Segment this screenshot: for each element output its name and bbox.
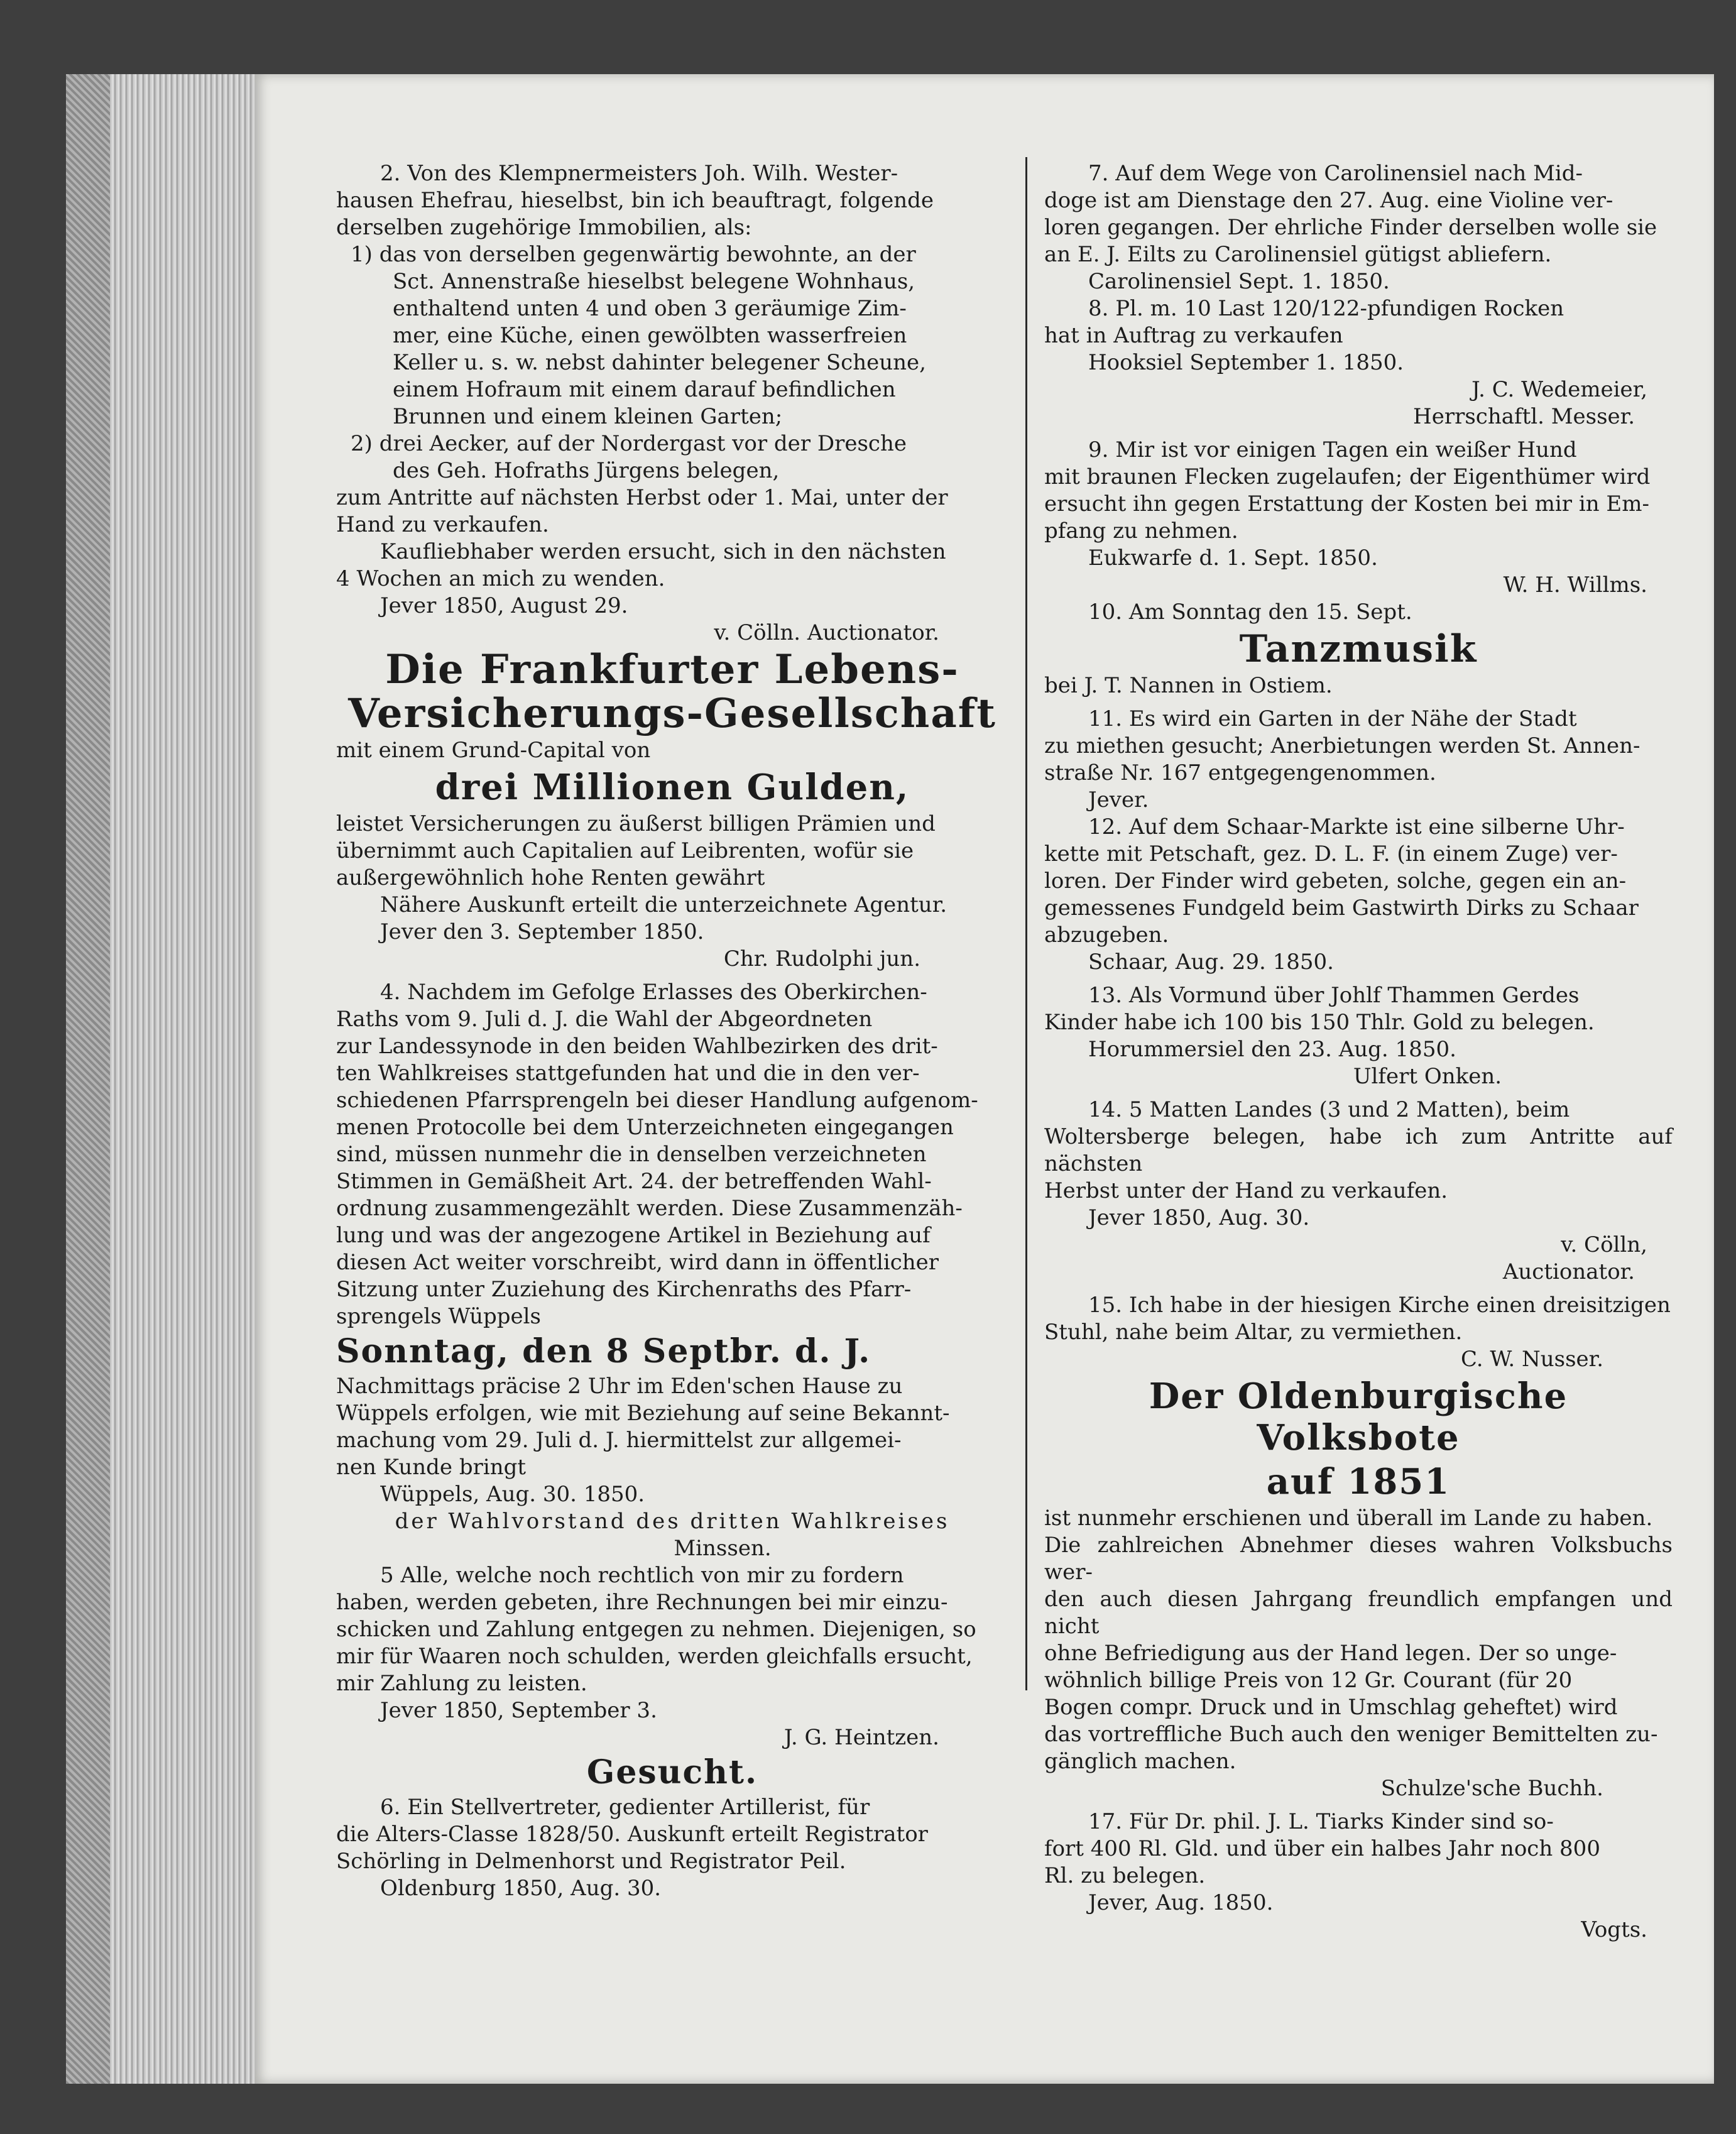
ad-2-item1-line: Sct. Annenstraße hieselbst belegene Wohnhaus, (393, 269, 915, 294)
ad-17-line: 17. Für Dr. phil. J. L. Tiarks Kinder sind so- (1088, 1809, 1554, 1834)
ad-14-signature-title: Auctionator. (1502, 1259, 1635, 1284)
ad-16 (1044, 1376, 1673, 1802)
ad-2-line: derselben zugehörige Immobilien, als: (336, 215, 752, 240)
right-column (1044, 160, 1673, 1944)
ad-16-heading: Der Oldenburgische Volksbote (1149, 1376, 1568, 1458)
ad-14-line: Woltersberge belegen, habe ich zum Antritte auf nächsten (1044, 1124, 1673, 1176)
ad-11 (1044, 706, 1673, 814)
ad-3-body-line: Jever den 3. September 1850. (380, 919, 704, 944)
ad-12-line: 12. Auf dem Schaar-Markte ist eine silberne Uhr- (1088, 814, 1625, 840)
ad-7 (1044, 160, 1673, 295)
ad-2-item1-line: Keller u. s. w. nebst dahinter belegener Scheune, (393, 350, 926, 375)
ad-2-line: 2. Von des Klempnermeisters Joh. Wilh. Wester- (380, 161, 898, 186)
ad-6-line: Schörling in Delmenhorst und Registrator Peil. (336, 1849, 846, 1874)
ad-3-heading: Die Frankfurter Lebens- (385, 646, 959, 693)
ad-4-line: 4. Nachdem im Gefolge Erlasses des Oberkirchen- (380, 980, 927, 1005)
ad-2-line: hausen Ehefrau, hieselbst, bin ich beauftragt, folgende (336, 188, 934, 213)
ad-3-body-line: außergewöhnlich hohe Renten gewährt (336, 865, 765, 890)
ad-4-line: menen Protocolle bei dem Unterzeichneten eingegangen (336, 1115, 954, 1140)
ad-8-line: 8. Pl. m. 10 Last 120/122-pfundigen Rocken (1088, 296, 1564, 321)
ad-4-signature: der Wahlvorstand des dritten Wahlkreises (395, 1509, 950, 1534)
ad-9-line: 9. Mir ist vor einigen Tagen ein weißer Hund (1088, 437, 1577, 462)
ad-4-line: Raths vom 9. Juli d. J. die Wahl der Abgeordneten (336, 1007, 873, 1032)
ad-2-item1-line: enthaltend unten 4 und oben 3 geräumige Zim- (393, 296, 907, 321)
ad-16-line: Die zahlreichen Abnehmer dieses wahren Volksbuchs wer- (1044, 1533, 1673, 1585)
ad-7-line: doge ist am Dienstage den 27. Aug. eine Violine ver- (1044, 188, 1613, 213)
ad-4-line: machung vom 29. Juli d. J. hiermittelst zur allgemei- (336, 1428, 902, 1453)
ad-12 (1044, 814, 1673, 976)
ad-13 (1044, 982, 1673, 1090)
ad-13-line: Kinder habe ich 100 bis 150 Thlr. Gold zu belegen. (1044, 1010, 1595, 1035)
ad-10-tail: bei J. T. Nannen in Ostiem. (1044, 673, 1333, 698)
ad-17-line: fort 400 Rl. Gld. und über ein halbes Jahr noch 800 (1044, 1836, 1600, 1861)
ad-4-line: Stimmen in Gemäßheit Art. 24. der betreffenden Wahl- (336, 1169, 932, 1194)
ad-9-line: ersucht ihn gegen Erstattung der Kosten bei mir in Em- (1044, 491, 1649, 517)
ad-3-body-line: leistet Versicherungen zu äußerst billigen Prämien und (336, 811, 936, 836)
ad-2-item1-line: Brunnen und einem kleinen Garten; (393, 404, 783, 429)
ad-13-line: Horummersiel den 23. Aug. 1850. (1088, 1037, 1456, 1062)
ad-17 (1044, 1808, 1673, 1944)
ad-14-signature: v. Cölln, (1561, 1232, 1647, 1257)
ad-16-line: wöhnlich billige Preis von 12 Gr. Courant (für 20 (1044, 1668, 1573, 1693)
ad-11-line: straße Nr. 167 entgegengenommen. (1044, 760, 1436, 785)
ad-5-line: haben, werden gebeten, ihre Rechnungen bei mir einzu- (336, 1590, 948, 1615)
ad-8-signature-title: Herrschaftl. Messer. (1413, 404, 1635, 429)
ad-17-signature: Vogts. (1581, 1917, 1647, 1942)
ad-15-line: 15. Ich habe in der hiesigen Kirche einen dreisitzigen (1088, 1293, 1671, 1318)
ad-4-line: Wüppels erfolgen, wie mit Beziehung auf seine Bekannt- (336, 1401, 950, 1426)
ad-11-line: zu miethen gesucht; Anerbietungen werden St. Annen- (1044, 733, 1640, 758)
ad-2-signature: v. Cölln. Auctionator. (714, 620, 939, 645)
ad-5-signature: J. G. Heintzen. (783, 1725, 939, 1750)
ad-9-line: Eukwarfe d. 1. Sept. 1850. (1088, 545, 1378, 571)
ad-15-line: Stuhl, nahe beim Altar, zu vermiethen. (1044, 1320, 1463, 1345)
ad-2-tail-line: zum Antritte auf nächsten Herbst oder 1. Mai, unter der (336, 485, 948, 510)
ad-16-line: gänglich machen. (1044, 1749, 1236, 1774)
ad-3 (336, 646, 1008, 973)
ad-11-line: Jever. (1088, 787, 1149, 813)
ad-17-line: Rl. zu belegen. (1044, 1863, 1206, 1888)
ad-4-line: diesen Act weiter vorschreibt, wird dann in öffentlicher (336, 1250, 939, 1275)
ad-4-line: sprengels Wüppels (336, 1304, 541, 1329)
ad-4 (336, 979, 1008, 1562)
ad-10-heading: Tanzmusik (1239, 627, 1478, 671)
ad-3-signature: Chr. Rudolphi jun. (723, 946, 920, 971)
ad-5-line: schicken und Zahlung entgegen zu nehmen. Diejenigen, so (336, 1617, 976, 1642)
ad-2-item1-line: 1) das von derselben gegenwärtig bewohnte, an der (351, 242, 916, 267)
ad-5-line: mir Zahlung zu leisten. (336, 1671, 587, 1696)
ad-7-line: loren gegangen. Der ehrliche Finder derselben wolle sie (1044, 215, 1657, 240)
ad-7-line: an E. J. Eilts zu Carolinensiel gütigst abliefern. (1044, 242, 1552, 267)
ad-14-line: 14. 5 Matten Landes (3 und 2 Matten), beim (1088, 1097, 1570, 1122)
ad-17-line: Jever, Aug. 1850. (1088, 1890, 1274, 1915)
ad-15-signature: C. W. Nusser. (1460, 1347, 1603, 1372)
ad-11-line: 11. Es wird ein Garten in der Nähe der Stadt (1088, 706, 1577, 731)
ad-12-line: kette mit Petschaft, gez. D. L. F. (in einem Zuge) ver- (1044, 841, 1618, 867)
left-column (336, 160, 1008, 1902)
ad-9 (1044, 437, 1673, 599)
ad-10 (1044, 599, 1673, 699)
ad-4-line: Sitzung unter Zuziehung des Kirchenraths des Pfarr- (336, 1277, 912, 1302)
ad-6-heading: Gesucht. (586, 1753, 758, 1792)
ad-16-signature: Schulze'sche Buchh. (1380, 1776, 1603, 1801)
ad-16-line: das vortreffliche Buch auch den weniger Bemittelten zu- (1044, 1722, 1658, 1747)
ad-6-line: die Alters-Classe 1828/50. Auskunft erteilt Registrator (336, 1822, 928, 1847)
ad-9-line: pfang zu nehmen. (1044, 518, 1238, 544)
ad-15 (1044, 1292, 1673, 1373)
ad-3-heading: Versicherungs-Gesellschaft (348, 690, 996, 737)
ad-2-tail-line: Hand zu verkaufen. (336, 512, 549, 537)
ad-3-capital-heading: drei Millionen Gulden, (435, 767, 910, 808)
ad-2-tail-line: 4 Wochen an mich zu wenden. (336, 566, 665, 591)
ad-4-line: Wüppels, Aug. 30. 1850. (380, 1482, 645, 1507)
ad-4-line: zur Landessynode in den beiden Wahlbezirken des drit- (336, 1034, 938, 1059)
ad-8 (1044, 295, 1673, 430)
ad-16-line: ohne Befriedigung aus der Hand legen. Der so unge- (1044, 1641, 1617, 1666)
ad-4-signature-name: Minssen. (674, 1536, 772, 1561)
ad-8-line: hat in Auftrag zu verkaufen (1044, 323, 1343, 348)
ad-4-line: nen Kunde bringt (336, 1455, 527, 1480)
ad-4-line: ordnung zusammengezählt werden. Diese Zusammenzäh- (336, 1196, 963, 1221)
ad-16-heading: auf 1851 (1266, 1461, 1451, 1502)
ad-2-item2-line: 2) drei Aecker, auf der Nordergast vor der Dresche (351, 431, 907, 456)
ad-16-line: den auch diesen Jahrgang freundlich empfangen und nicht (1044, 1587, 1673, 1639)
ad-12-line: gemessenes Fundgeld beim Gastwirth Dirks zu Schaar (1044, 895, 1639, 921)
book-cover-edge (66, 74, 110, 2084)
ad-3-body-line: Nähere Auskunft erteilt die unterzeichnete Agentur. (380, 892, 947, 917)
ad-5-line: 5 Alle, welche noch rechtlich von mir zu fordern (380, 1563, 904, 1588)
ad-16-line: Bogen compr. Druck und in Umschlag geheftet) wird (1044, 1695, 1618, 1720)
ad-4-line: schiedenen Pfarrsprengeln bei dieser Handlung aufgenom- (336, 1088, 978, 1113)
ad-9-line: mit braunen Flecken zugelaufen; der Eigenthümer wird (1044, 464, 1651, 490)
ad-13-signature: Ulfert Onken. (1353, 1064, 1502, 1089)
column-divider (1025, 157, 1027, 1690)
ad-6-line: Oldenburg 1850, Aug. 30. (380, 1876, 662, 1901)
ad-12-line: abzugeben. (1044, 922, 1169, 948)
ad-7-line: 7. Auf dem Wege von Carolinensiel nach Mid- (1088, 161, 1583, 186)
ad-14 (1044, 1097, 1673, 1286)
ad-2 (336, 160, 1008, 647)
ad-8-line: Hooksiel September 1. 1850. (1088, 350, 1404, 375)
ad-12-line: Schaar, Aug. 29. 1850. (1088, 949, 1334, 975)
ad-3-body-line: übernimmt auch Capitalien auf Leibrenten, wofür sie (336, 838, 914, 863)
ad-10-line: 10. Am Sonntag den 15. Sept. (1088, 599, 1412, 625)
ad-2-item1-line: mer, eine Küche, einen gewölbten wasserfreien (393, 323, 907, 348)
ad-7-line: Carolinensiel Sept. 1. 1850. (1088, 269, 1390, 294)
ad-5-line: mir für Waaren noch schulden, werden gleichfalls ersucht, (336, 1644, 973, 1669)
ad-5 (336, 1562, 1008, 1751)
ad-6 (336, 1754, 1008, 1902)
ad-2-tail-line: Kaufliebhaber werden ersucht, sich in den nächsten (380, 539, 946, 564)
ad-14-line: Herbst unter der Hand zu verkaufen. (1044, 1178, 1448, 1203)
ad-6-line: 6. Ein Stellvertreter, gedienter Artillerist, für (380, 1795, 870, 1820)
ad-9-signature: W. H. Willms. (1503, 572, 1647, 598)
ad-4-line: ten Wahlkreises stattgefunden hat und die in den ver- (336, 1061, 920, 1086)
ad-2-item1-line: einem Hofraum mit einem darauf befindlichen (393, 377, 896, 402)
ad-4-line: sind, müssen nunmehr die in denselben verzeichneten (336, 1142, 927, 1167)
ad-4-line: Nachmittags präcise 2 Uhr im Eden'schen Hause zu (336, 1374, 903, 1399)
ad-4-line: lung und was der angezogene Artikel in Beziehung auf (336, 1223, 931, 1248)
ad-3-intro: mit einem Grund-Capital von (336, 738, 651, 763)
ad-12-line: loren. Der Finder wird gebeten, solche, gegen ein an- (1044, 868, 1627, 894)
ad-16-line: ist nunmehr erschienen und überall im Lande zu haben. (1044, 1506, 1653, 1531)
ad-5-line: Jever 1850, September 3. (380, 1698, 657, 1723)
ad-14-line: Jever 1850, Aug. 30. (1088, 1205, 1310, 1230)
ad-4-date-heading: Sonntag, den 8 Septbr. d. J. (336, 1332, 871, 1371)
ad-8-signature: J. C. Wedemeier, (1471, 377, 1647, 402)
ad-2-item2-line: des Geh. Hofraths Jürgens belegen, (393, 458, 780, 483)
ad-2-tail-line: Jever 1850, August 29. (380, 593, 628, 618)
ad-13-line: 13. Als Vormund über Johlf Thammen Gerdes (1088, 983, 1580, 1008)
